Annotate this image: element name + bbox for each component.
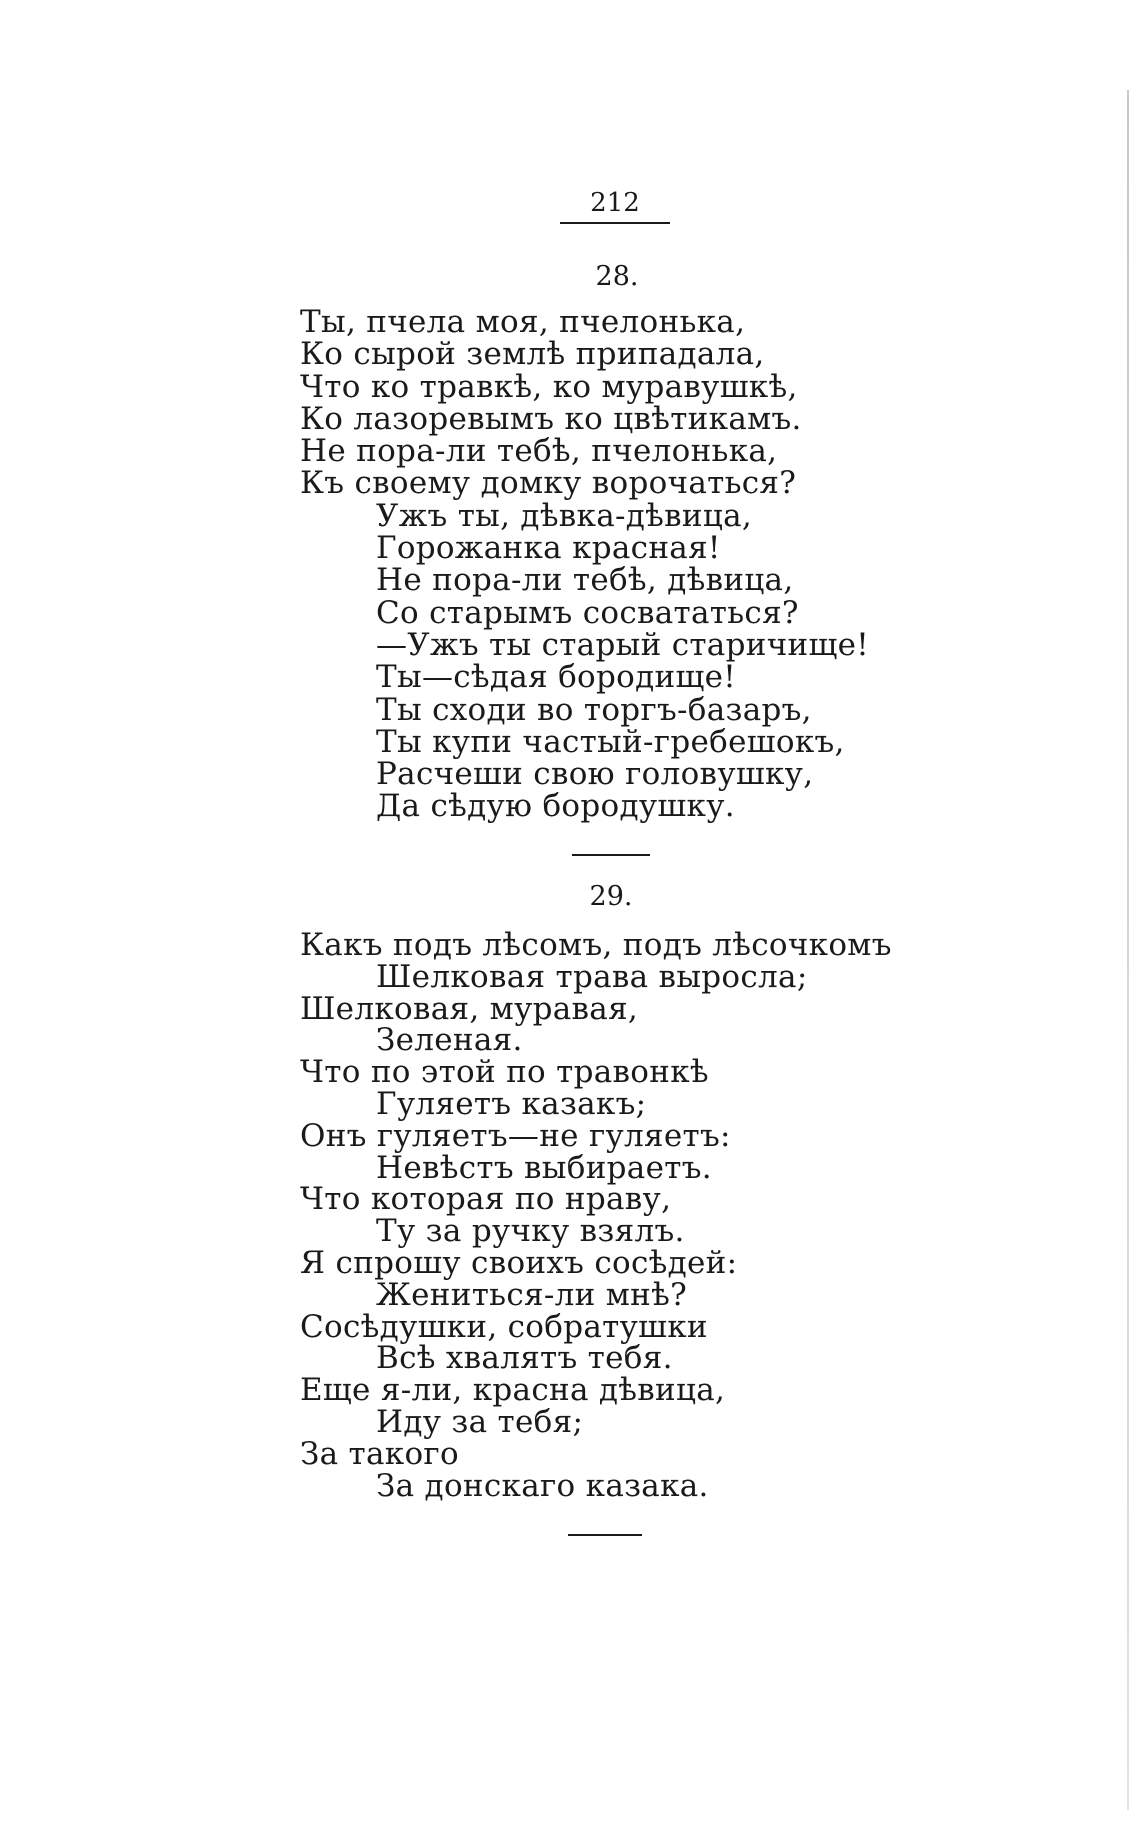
poem-line: За такого	[300, 1435, 459, 1472]
poem-line: —Ужъ ты старый старичище!	[376, 626, 869, 663]
poem-line: Онъ гуляетъ—не гуляетъ:	[300, 1117, 731, 1154]
poem-line: Ужъ ты, дѣвка-дѣвица,	[376, 497, 753, 534]
poem-line: Да сѣдую бородушку.	[376, 788, 735, 825]
poem-line: Что которая по нраву,	[300, 1181, 672, 1218]
poem-28-body	[300, 306, 1000, 823]
poem-line: Сосѣдушки, собратушки	[300, 1308, 708, 1345]
poem-line: Не пора-ли тебѣ, дѣвица,	[376, 562, 794, 599]
poem-line: Къ своему домку ворочаться?	[300, 465, 797, 502]
poem-line: Со старымъ сосвататься?	[376, 594, 799, 631]
page-number: 212	[590, 188, 640, 218]
poem-line: Ты сходи во торгъ-базаръ,	[376, 691, 812, 728]
header-rule	[560, 222, 670, 224]
poem-line: Иду за тебя;	[376, 1403, 584, 1440]
poem-line: Что ко травкѣ, ко муравушкѣ,	[300, 368, 798, 405]
poem-line: Какъ подъ лѣсомъ, подъ лѣсочкомъ	[300, 927, 892, 963]
poem-line: Ко сырой землѣ припадала,	[300, 336, 765, 373]
poem-line: Шелковая трава выросла;	[376, 958, 808, 995]
poem-line: Я спрошу своихъ сосѣдей:	[300, 1244, 738, 1281]
poem-line: Горожанка красная!	[376, 530, 721, 567]
page-edge	[1127, 90, 1129, 1810]
poem-line: За донскаго казака.	[376, 1467, 709, 1504]
poem-line: Ко лазоревымъ ко цвѣтикамъ.	[300, 400, 802, 437]
poem-line: Всѣ хвалятъ тебя.	[376, 1340, 673, 1377]
poem-line: Ты—сѣдая бородище!	[376, 659, 736, 696]
section-divider	[572, 854, 650, 856]
poem-line: Ты, пчела моя, пчелонька,	[300, 304, 746, 340]
poem-29-body	[300, 927, 1000, 1504]
poem-line: Шелковая, муравая,	[300, 990, 639, 1027]
poem-line: Гуляетъ казакъ;	[376, 1085, 647, 1122]
poem-number: 28.	[595, 261, 639, 292]
poem-line: Не пора-ли тебѣ, пчелонька,	[300, 433, 778, 470]
poem-line: Ты купи частый-гребешокъ,	[376, 723, 845, 760]
poem-line: Зеленая.	[376, 1022, 523, 1059]
poem-line: Невѣстъ выбираетъ.	[376, 1149, 712, 1186]
poem-line: Еще я-ли, красна дѣвица,	[300, 1372, 726, 1409]
poem-line: Жениться-ли мнѣ?	[376, 1276, 688, 1313]
poem-line: Расчеши свою головушку,	[376, 756, 814, 793]
end-divider	[568, 1534, 642, 1536]
poem-line: Ту за ручку взялъ.	[376, 1213, 685, 1250]
poem-line: Что по этой по травонкѣ	[300, 1054, 709, 1091]
poem-number: 29.	[589, 881, 633, 912]
